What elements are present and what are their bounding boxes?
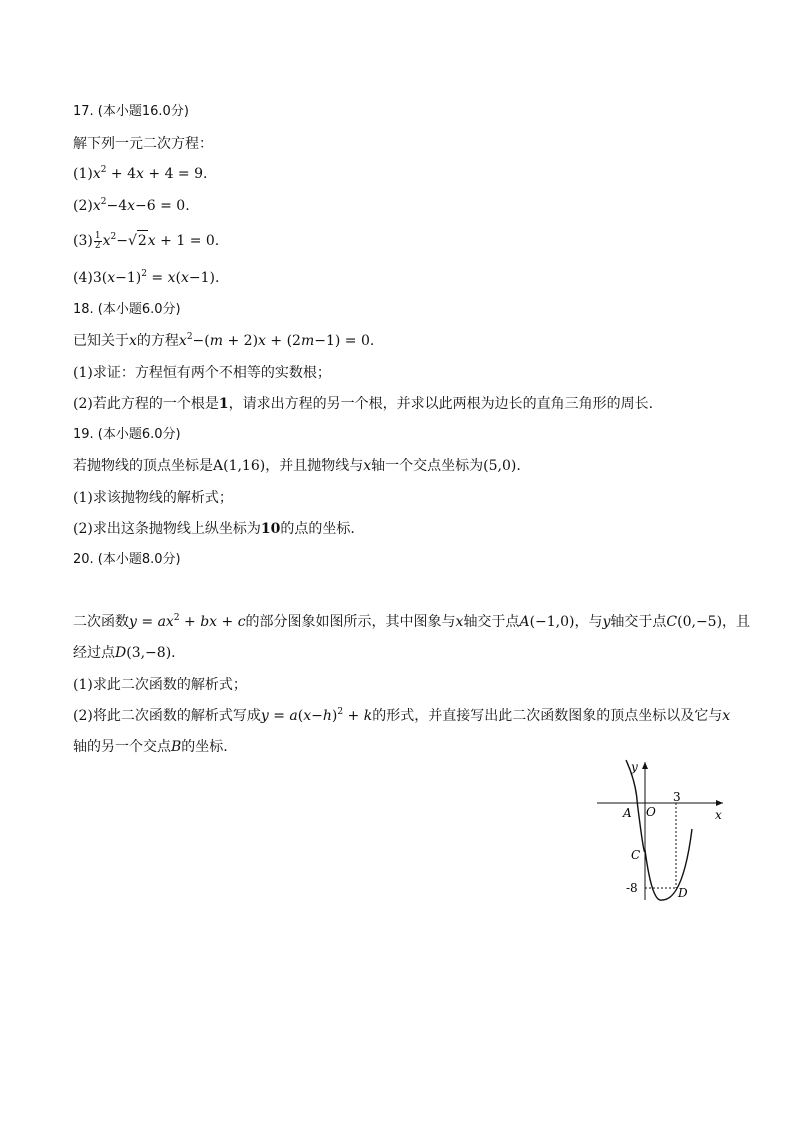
tick-3-label: 3 <box>673 790 681 804</box>
point-a-label: A <box>623 806 632 820</box>
parabola-curve <box>626 760 692 900</box>
q18-sub1: (1)求证：方程恒有两个不相等的实数根； <box>73 365 331 381</box>
q19-header: 19. (本小题6.0分) <box>73 427 181 442</box>
origin-label: O <box>646 805 656 819</box>
x-axis-label: x <box>715 808 722 822</box>
q17-instruction: 解下列一元二次方程： <box>73 136 213 152</box>
q20-header: 20. (本小题8.0分) <box>73 552 181 567</box>
q20-stem-line2: 经过点D(3,−8). <box>73 645 176 661</box>
q17-eq2: $(2)x^2-4x-6 = 0$. <box>73 197 190 214</box>
parabola-figure <box>585 757 735 907</box>
point-c-label: C <box>631 848 641 862</box>
y-axis-arrow <box>642 762 648 769</box>
q18-header: 18. (本小题6.0分) <box>73 302 181 317</box>
q17-eq4: $(4)3(x-1)^2 = x(x-1)$. <box>73 269 220 286</box>
q20-stem: 二次函数$y = ax^2$ + bx + c的部分图象如图所示，其中图象与x轴交于点A(−1,0)，与y轴交于点C(0,−5)，且 <box>73 613 751 630</box>
q17-header: 17. (本小题16.0分) <box>73 104 189 119</box>
y-axis-label: y <box>631 760 638 774</box>
point-d-label: D <box>678 886 688 900</box>
x-axis-arrow <box>716 800 723 806</box>
q20-sub2-line2: 轴的另一个交点B的坐标. <box>73 739 228 755</box>
q18-sub2: (2)若此方程的一个根是1，请求出方程的另一个根，并求以此两根为边长的直角三角形的周长. <box>73 396 654 412</box>
q19-sub1: (1)求该抛物线的解析式； <box>73 490 233 506</box>
q18-stem: 已知关于x的方程$x^2-(m + 2)x + (2m-1) = 0$. <box>73 332 375 349</box>
tick-minus8-label: -8 <box>626 881 638 895</box>
q20-sub2: (2)将此二次函数的解析式写成$y = a(x-h)^2 + k$的形式，并直接写出此二次函数图象的顶点坐标以及它与x <box>73 707 731 724</box>
q17-eq1: $(1)x^2 + 4x + 4 = 9$. <box>73 165 208 182</box>
q19-stem: 若抛物线的顶点坐标是A(1,16)，并且抛物线与x轴一个交点坐标为(5,0). <box>73 458 521 474</box>
q17-eq3: (3) $\frac{1}{2}$ $x^2-√2x + 1 = 0$. <box>73 230 220 251</box>
q19-sub2: (2)求出这条抛物线上纵坐标为10的点的坐标. <box>73 521 355 537</box>
q20-sub1: (1)求此二次函数的解析式； <box>73 677 247 693</box>
